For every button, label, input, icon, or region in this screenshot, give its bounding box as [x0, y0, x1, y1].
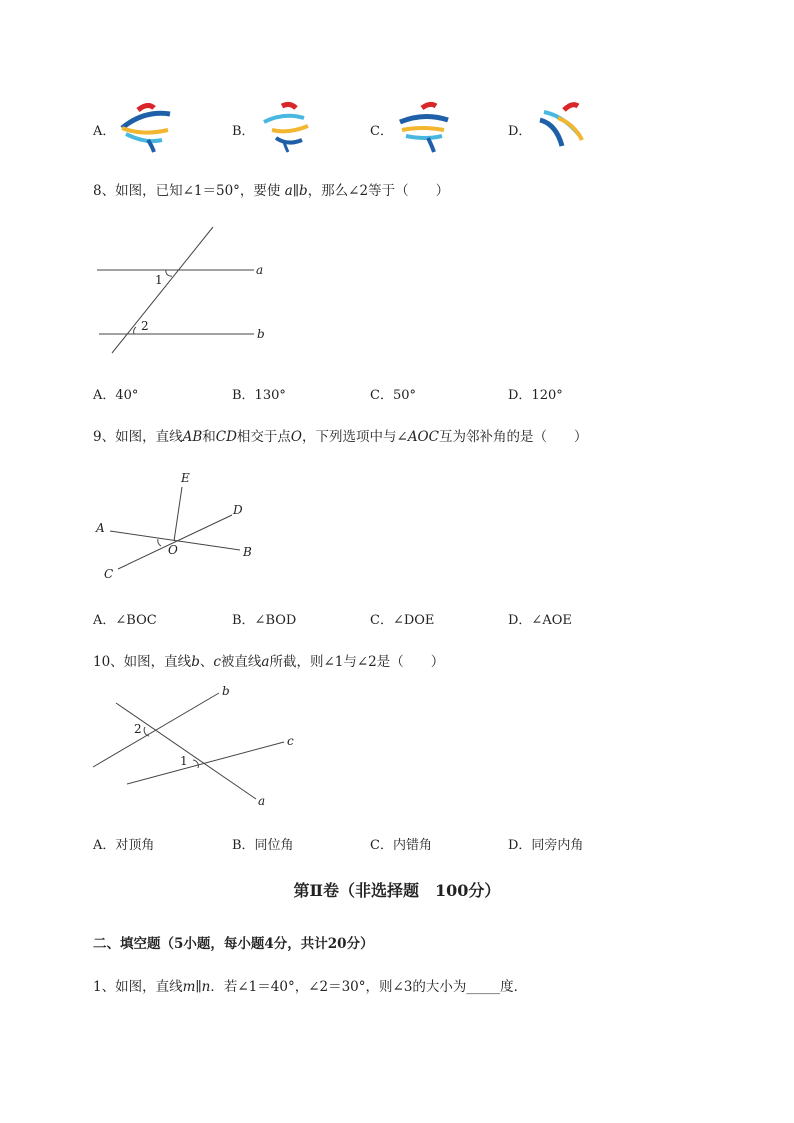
- fill1-stem: [93, 975, 527, 995]
- q10-angle2-label: 2: [134, 722, 142, 736]
- q10-option-d: D．同旁内角: [508, 838, 584, 853]
- q9-text-1: 9、如图，直线: [93, 429, 183, 445]
- fill1-var-n: n: [201, 979, 211, 995]
- q9-option-a: A．∠BOC: [93, 613, 157, 628]
- q8-prefix: 8、如图，已知∠1＝50°，要使: [93, 183, 285, 199]
- q10-angle1-arc: [193, 760, 198, 768]
- q8-option-c: C．50°: [370, 388, 416, 403]
- q9-label-b: B: [243, 545, 252, 559]
- q8-label-a: a: [256, 263, 264, 277]
- q8-var-a: a: [284, 183, 293, 199]
- q9-text-2: 和: [202, 429, 216, 445]
- q8-angle1-label: 1: [155, 273, 163, 287]
- q9-label-c: C: [104, 567, 114, 581]
- q7-option-b-letter: B．: [232, 124, 255, 139]
- fill1-parallel: ∥: [195, 979, 202, 995]
- q9-option-c: C．∠DOE: [370, 613, 435, 628]
- part2-title: 第Ⅱ卷（非选择题 100分）: [293, 881, 501, 900]
- q9-text-5: 互为邻补角的是（ ）: [438, 429, 588, 445]
- q9-var-ab: AB: [182, 429, 203, 445]
- q10-text-3: 所截，则∠1与∠2是（ ）: [269, 654, 445, 670]
- q10-var-c: c: [213, 654, 221, 670]
- q9-text-3: 相交于点: [236, 429, 291, 445]
- q9-text-4: ，下列选项中与∠: [302, 429, 408, 445]
- q8-option-a: A．40°: [93, 388, 139, 403]
- q10-var-b: b: [191, 654, 200, 670]
- q9-var-aoc: AOC: [407, 429, 439, 445]
- q10-option-b: B．同位角: [232, 838, 294, 853]
- q10-label-b: b: [222, 684, 230, 698]
- q7-option-d-letter: D．: [508, 124, 532, 139]
- q9-var-cd: CD: [215, 429, 237, 445]
- q8-label-b: b: [257, 327, 265, 341]
- q10-option-c: C．内错角: [370, 838, 432, 853]
- q9-option-d: D．∠AOE: [508, 613, 572, 628]
- fill1-var-m: m: [182, 979, 196, 995]
- q9-var-o: O: [290, 429, 302, 445]
- q10-label-a: a: [258, 794, 266, 808]
- q8-option-b: B．130°: [232, 388, 286, 403]
- q7-option-a-letter: A．: [93, 124, 116, 139]
- q10-line-a: [116, 703, 256, 799]
- q10-line-c: [127, 742, 284, 784]
- q10-sep: 、: [199, 654, 214, 670]
- q9-option-b: B．∠BOD: [232, 613, 297, 628]
- q9-label-d: D: [233, 503, 243, 517]
- fill1-text-1: 1、如图，直线: [93, 979, 183, 995]
- q7-option-c-letter: C．: [370, 124, 393, 139]
- section2-title: 二、填空题（5小题，每小题4分，共计20分）: [93, 936, 374, 952]
- q10-text-2: 被直线: [220, 654, 262, 670]
- fill1-text-2: ．若∠1＝40°，∠2＝30°，则∠3的大小为_____度．: [210, 979, 528, 995]
- q9-label-o: O: [168, 543, 178, 557]
- q8-parallel: ∥: [292, 183, 300, 199]
- q8-suffix: ，那么∠2等于（ ）: [307, 183, 450, 199]
- q10-var-a: a: [261, 654, 270, 670]
- q9-label-e: E: [181, 471, 190, 485]
- q10-label-c: c: [287, 734, 294, 748]
- q8-var-b: b: [299, 183, 308, 199]
- q10-option-a: A．对顶角: [93, 838, 155, 853]
- q8-option-d: D．120°: [508, 388, 563, 403]
- q10-text-1: 10、如图，直线: [93, 654, 192, 670]
- q8-angle2-label: 2: [141, 319, 149, 333]
- q10-angle1-label: 1: [180, 754, 188, 768]
- q9-label-a: A: [96, 521, 105, 535]
